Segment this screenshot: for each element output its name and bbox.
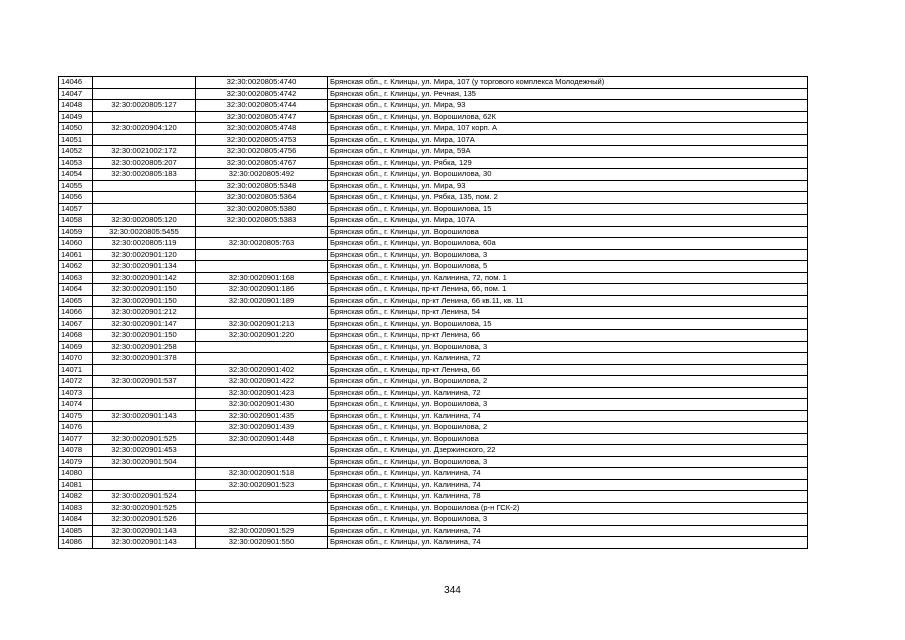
table-row	[59, 307, 808, 319]
object-cadastral-number-cell: 32:30:0020901:422	[196, 376, 328, 388]
records-table-body	[59, 77, 808, 549]
cadastral-number-cell: 32:30:0020904:120	[93, 123, 196, 135]
address-cell: Брянская обл., г. Клинцы, ул. Ворошилова (р-н ГСК-2)	[328, 502, 808, 514]
cadastral-number-cell	[93, 192, 196, 204]
table-row	[59, 353, 808, 365]
record-number-cell: 14074	[59, 399, 93, 411]
record-number-cell: 14070	[59, 353, 93, 365]
table-row	[59, 134, 808, 146]
record-number-cell: 14049	[59, 111, 93, 123]
object-cadastral-number-cell: 32:30:0020805:5383	[196, 215, 328, 227]
object-cadastral-number-cell: 32:30:0020901:430	[196, 399, 328, 411]
address-cell: Брянская обл., г. Клинцы, ул. Ворошилова, 3	[328, 456, 808, 468]
record-number-cell: 14085	[59, 525, 93, 537]
table-row	[59, 341, 808, 353]
address-cell: Брянская обл., г. Клинцы, ул. Мира, 93	[328, 100, 808, 112]
record-number-cell: 14084	[59, 514, 93, 526]
address-cell: Брянская обл., г. Клинцы, ул. Калинина, 72	[328, 387, 808, 399]
address-cell: Брянская обл., г. Клинцы, ул. Калинина, 78	[328, 491, 808, 503]
cadastral-number-cell: 32:30:0021002:172	[93, 146, 196, 158]
record-number-cell: 14069	[59, 341, 93, 353]
table-row	[59, 387, 808, 399]
object-cadastral-number-cell: 32:30:0020805:763	[196, 238, 328, 250]
table-row	[59, 249, 808, 261]
object-cadastral-number-cell: 32:30:0020805:4744	[196, 100, 328, 112]
object-cadastral-number-cell	[196, 307, 328, 319]
address-cell: Брянская обл., г. Клинцы, пр-кт Ленина, 66, пом. 1	[328, 284, 808, 296]
table-row	[59, 318, 808, 330]
address-cell: Брянская обл., г. Клинцы, ул. Ворошилова, 5	[328, 261, 808, 273]
cadastral-number-cell: 32:30:0020805:120	[93, 215, 196, 227]
address-cell: Брянская обл., г. Клинцы, ул. Ворошилова, 15	[328, 203, 808, 215]
object-cadastral-number-cell: 32:30:0020805:4753	[196, 134, 328, 146]
cadastral-number-cell: 32:30:0020901:143	[93, 410, 196, 422]
cadastral-number-cell: 32:30:0020901:143	[93, 537, 196, 549]
address-cell: Брянская обл., г. Клинцы, пр-кт Ленина, 66	[328, 364, 808, 376]
cadastral-number-cell: 32:30:0020901:378	[93, 353, 196, 365]
object-cadastral-number-cell	[196, 261, 328, 273]
table-row	[59, 399, 808, 411]
object-cadastral-number-cell: 32:30:0020901:523	[196, 479, 328, 491]
table-row	[59, 456, 808, 468]
record-number-cell: 14071	[59, 364, 93, 376]
table-row	[59, 364, 808, 376]
table-row	[59, 479, 808, 491]
record-number-cell: 14060	[59, 238, 93, 250]
cadastral-number-cell: 32:30:0020901:142	[93, 272, 196, 284]
address-cell: Брянская обл., г. Клинцы, ул. Речная, 135	[328, 88, 808, 100]
object-cadastral-number-cell: 32:30:0020901:402	[196, 364, 328, 376]
table-row	[59, 238, 808, 250]
object-cadastral-number-cell	[196, 445, 328, 457]
cadastral-number-cell	[93, 180, 196, 192]
table-row	[59, 376, 808, 388]
cadastral-number-cell	[93, 88, 196, 100]
table-row	[59, 525, 808, 537]
address-cell: Брянская обл., г. Клинцы, ул. Калинина, 74	[328, 525, 808, 537]
cadastral-number-cell: 32:30:0020901:212	[93, 307, 196, 319]
record-number-cell: 14058	[59, 215, 93, 227]
object-cadastral-number-cell: 32:30:0020901:529	[196, 525, 328, 537]
record-number-cell: 14072	[59, 376, 93, 388]
cadastral-number-cell: 32:30:0020805:127	[93, 100, 196, 112]
cadastral-number-cell: 32:30:0020805:207	[93, 157, 196, 169]
table-row	[59, 169, 808, 181]
record-number-cell: 14083	[59, 502, 93, 514]
record-number-cell: 14081	[59, 479, 93, 491]
table-row	[59, 433, 808, 445]
object-cadastral-number-cell: 32:30:0020805:5364	[196, 192, 328, 204]
record-number-cell: 14054	[59, 169, 93, 181]
table-row	[59, 261, 808, 273]
cadastral-number-cell: 32:30:0020901:453	[93, 445, 196, 457]
cadastral-number-cell: 32:30:0020805:183	[93, 169, 196, 181]
record-number-cell: 14086	[59, 537, 93, 549]
record-number-cell: 14073	[59, 387, 93, 399]
address-cell: Брянская обл., г. Клинцы, ул. Мира, 107 (у торгового комплекса Молодежный)	[328, 77, 808, 89]
cadastral-number-cell: 32:30:0020901:526	[93, 514, 196, 526]
table-row	[59, 445, 808, 457]
object-cadastral-number-cell	[196, 226, 328, 238]
object-cadastral-number-cell	[196, 502, 328, 514]
object-cadastral-number-cell: 32:30:0020805:4767	[196, 157, 328, 169]
address-cell: Брянская обл., г. Клинцы, ул. Калинина, 74	[328, 468, 808, 480]
record-number-cell: 14057	[59, 203, 93, 215]
object-cadastral-number-cell: 32:30:0020805:4742	[196, 88, 328, 100]
table-row	[59, 468, 808, 480]
object-cadastral-number-cell	[196, 341, 328, 353]
record-number-cell: 14046	[59, 77, 93, 89]
object-cadastral-number-cell: 32:30:0020901:550	[196, 537, 328, 549]
object-cadastral-number-cell	[196, 514, 328, 526]
address-cell: Брянская обл., г. Клинцы, ул. Ворошилова, 3	[328, 249, 808, 261]
address-cell: Брянская обл., г. Клинцы, ул. Мира, 107А	[328, 215, 808, 227]
table-row	[59, 330, 808, 342]
table-row	[59, 123, 808, 135]
object-cadastral-number-cell: 32:30:0020805:4747	[196, 111, 328, 123]
object-cadastral-number-cell: 32:30:0020901:448	[196, 433, 328, 445]
address-cell: Брянская обл., г. Клинцы, ул. Ворошилова, 3	[328, 341, 808, 353]
record-number-cell: 14063	[59, 272, 93, 284]
record-number-cell: 14062	[59, 261, 93, 273]
cadastral-number-cell	[93, 479, 196, 491]
cadastral-number-cell	[93, 134, 196, 146]
cadastral-number-cell: 32:30:0020901:537	[93, 376, 196, 388]
record-number-cell: 14068	[59, 330, 93, 342]
table-row	[59, 100, 808, 112]
table-row	[59, 226, 808, 238]
object-cadastral-number-cell: 32:30:0020901:189	[196, 295, 328, 307]
table-row	[59, 295, 808, 307]
cadastral-number-cell	[93, 364, 196, 376]
record-number-cell: 14066	[59, 307, 93, 319]
cadastral-number-cell	[93, 422, 196, 434]
record-number-cell: 14078	[59, 445, 93, 457]
address-cell: Брянская обл., г. Клинцы, ул. Калинина, 74	[328, 479, 808, 491]
table-row	[59, 146, 808, 158]
table-row	[59, 88, 808, 100]
cadastral-number-cell	[93, 77, 196, 89]
table-row	[59, 215, 808, 227]
cadastral-number-cell: 32:30:0020805:119	[93, 238, 196, 250]
address-cell: Брянская обл., г. Клинцы, ул. Ворошилова, 62К	[328, 111, 808, 123]
cadastral-number-cell: 32:30:0020901:143	[93, 525, 196, 537]
table-row	[59, 180, 808, 192]
object-cadastral-number-cell: 32:30:0020805:5348	[196, 180, 328, 192]
object-cadastral-number-cell: 32:30:0020901:439	[196, 422, 328, 434]
record-number-cell: 14050	[59, 123, 93, 135]
table-row	[59, 77, 808, 89]
table-row	[59, 203, 808, 215]
cadastral-number-cell	[93, 399, 196, 411]
table-row	[59, 157, 808, 169]
object-cadastral-number-cell: 32:30:0020901:435	[196, 410, 328, 422]
object-cadastral-number-cell: 32:30:0020805:5380	[196, 203, 328, 215]
cadastral-number-cell: 32:30:0020901:120	[93, 249, 196, 261]
cadastral-number-cell: 32:30:0020805:5455	[93, 226, 196, 238]
address-cell: Брянская обл., г. Клинцы, ул. Ворошилова, 3	[328, 514, 808, 526]
address-cell: Брянская обл., г. Клинцы, ул. Калинина, 72	[328, 353, 808, 365]
cadastral-number-cell: 32:30:0020901:524	[93, 491, 196, 503]
table-row	[59, 272, 808, 284]
address-cell: Брянская обл., г. Клинцы, ул. Рябка, 129	[328, 157, 808, 169]
record-number-cell: 14061	[59, 249, 93, 261]
object-cadastral-number-cell	[196, 353, 328, 365]
address-cell: Брянская обл., г. Клинцы, ул. Мира, 107А	[328, 134, 808, 146]
record-number-cell: 14067	[59, 318, 93, 330]
table-row	[59, 491, 808, 503]
address-cell: Брянская обл., г. Клинцы, пр-кт Ленина, 54	[328, 307, 808, 319]
object-cadastral-number-cell: 32:30:0020805:4740	[196, 77, 328, 89]
cadastral-number-cell	[93, 203, 196, 215]
object-cadastral-number-cell	[196, 491, 328, 503]
table-row	[59, 111, 808, 123]
address-cell: Брянская обл., г. Клинцы, ул. Калинина, 74	[328, 537, 808, 549]
table-row	[59, 410, 808, 422]
cadastral-number-cell	[93, 387, 196, 399]
address-cell: Брянская обл., г. Клинцы, ул. Ворошилова, 30	[328, 169, 808, 181]
cadastral-number-cell: 32:30:0020901:504	[93, 456, 196, 468]
record-number-cell: 14048	[59, 100, 93, 112]
object-cadastral-number-cell: 32:30:0020901:213	[196, 318, 328, 330]
record-number-cell: 14077	[59, 433, 93, 445]
object-cadastral-number-cell: 32:30:0020901:168	[196, 272, 328, 284]
object-cadastral-number-cell: 32:30:0020901:518	[196, 468, 328, 480]
object-cadastral-number-cell: 32:30:0020901:186	[196, 284, 328, 296]
record-number-cell: 14053	[59, 157, 93, 169]
record-number-cell: 14047	[59, 88, 93, 100]
address-cell: Брянская обл., г. Клинцы, ул. Ворошилова, 2	[328, 376, 808, 388]
cadastral-number-cell: 32:30:0020901:147	[93, 318, 196, 330]
table-row	[59, 422, 808, 434]
record-number-cell: 14059	[59, 226, 93, 238]
address-cell: Брянская обл., г. Клинцы, пр-кт Ленина, 66 кв.11, кв. 11	[328, 295, 808, 307]
cadastral-number-cell: 32:30:0020901:525	[93, 502, 196, 514]
record-number-cell: 14051	[59, 134, 93, 146]
address-cell: Брянская обл., г. Клинцы, пр-кт Ленина, 66	[328, 330, 808, 342]
object-cadastral-number-cell: 32:30:0020901:220	[196, 330, 328, 342]
address-cell: Брянская обл., г. Клинцы, ул. Ворошилова, 2	[328, 422, 808, 434]
cadastral-number-cell: 32:30:0020901:150	[93, 330, 196, 342]
record-number-cell: 14080	[59, 468, 93, 480]
address-cell: Брянская обл., г. Клинцы, ул. Калинина, 74	[328, 410, 808, 422]
record-number-cell: 14056	[59, 192, 93, 204]
cadastral-number-cell: 32:30:0020901:258	[93, 341, 196, 353]
record-number-cell: 14076	[59, 422, 93, 434]
cadastral-number-cell: 32:30:0020901:150	[93, 295, 196, 307]
record-number-cell: 14052	[59, 146, 93, 158]
object-cadastral-number-cell: 32:30:0020805:492	[196, 169, 328, 181]
object-cadastral-number-cell: 32:30:0020901:423	[196, 387, 328, 399]
record-number-cell: 14082	[59, 491, 93, 503]
address-cell: Брянская обл., г. Клинцы, ул. Ворошилова, 60а	[328, 238, 808, 250]
address-cell: Брянская обл., г. Клинцы, ул. Калинина, 72, пом. 1	[328, 272, 808, 284]
address-cell: Брянская обл., г. Клинцы, ул. Ворошилова, 3	[328, 399, 808, 411]
object-cadastral-number-cell	[196, 249, 328, 261]
record-number-cell: 14075	[59, 410, 93, 422]
address-cell: Брянская обл., г. Клинцы, ул. Мира, 93	[328, 180, 808, 192]
address-cell: Брянская обл., г. Клинцы, ул. Рябка, 135, пом. 2	[328, 192, 808, 204]
object-cadastral-number-cell: 32:30:0020805:4756	[196, 146, 328, 158]
table-row	[59, 192, 808, 204]
object-cadastral-number-cell: 32:30:0020805:4748	[196, 123, 328, 135]
table-row	[59, 514, 808, 526]
address-cell: Брянская обл., г. Клинцы, ул. Ворошилова	[328, 226, 808, 238]
address-cell: Брянская обл., г. Клинцы, ул. Ворошилова	[328, 433, 808, 445]
cadastral-number-cell: 32:30:0020901:150	[93, 284, 196, 296]
cadastral-number-cell: 32:30:0020901:525	[93, 433, 196, 445]
cadastral-number-cell	[93, 111, 196, 123]
table-row	[59, 284, 808, 296]
table-row	[59, 537, 808, 549]
page-number: 344	[444, 585, 461, 596]
object-cadastral-number-cell	[196, 456, 328, 468]
record-number-cell: 14079	[59, 456, 93, 468]
address-cell: Брянская обл., г. Клинцы, ул. Ворошилова, 15	[328, 318, 808, 330]
cadastral-number-cell	[93, 468, 196, 480]
record-number-cell: 14055	[59, 180, 93, 192]
address-cell: Брянская обл., г. Клинцы, ул. Мира, 107 корп. А	[328, 123, 808, 135]
table-row	[59, 502, 808, 514]
record-number-cell: 14064	[59, 284, 93, 296]
records-table	[58, 76, 808, 549]
address-cell: Брянская обл., г. Клинцы, ул. Дзержинского, 22	[328, 445, 808, 457]
cadastral-number-cell: 32:30:0020901:134	[93, 261, 196, 273]
record-number-cell: 14065	[59, 295, 93, 307]
address-cell: Брянская обл., г. Клинцы, ул. Мира, 59А	[328, 146, 808, 158]
